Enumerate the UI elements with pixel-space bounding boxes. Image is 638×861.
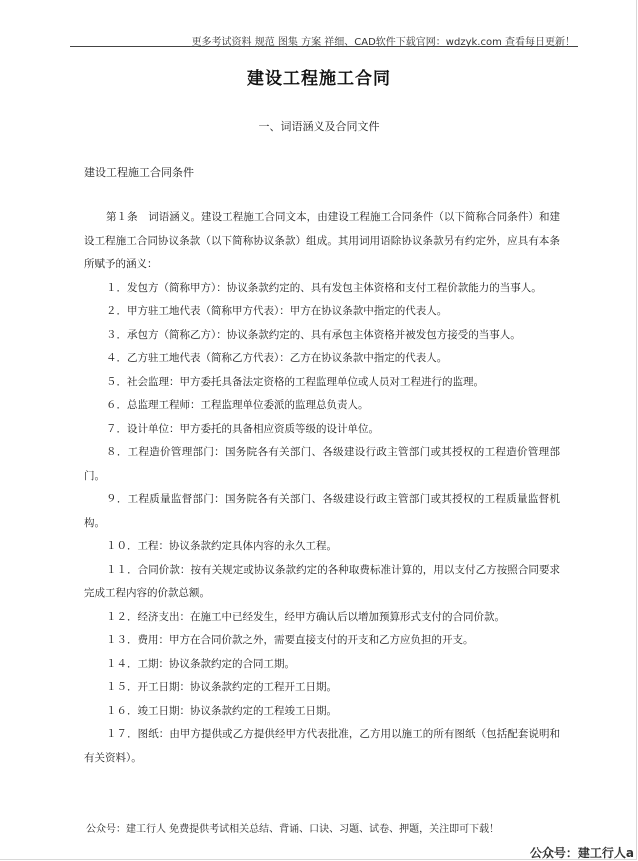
paragraph-item-16: １６．竣工日期：协议条款约定的工程竣工日期。 xyxy=(106,704,337,717)
paragraph-item-6: ６．总监理工程师：工程监理单位委派的监理总负责人。 xyxy=(106,399,369,411)
watermark: 公众号：建工行人a xyxy=(529,846,634,860)
sub-heading: 建设工程施工合同条件 xyxy=(84,166,194,179)
section-heading: 一、词语涵义及合同文件 xyxy=(258,120,380,133)
paragraph-item-17: １７．图纸：由甲方提供或乙方提供经甲方代表批准，乙方用以施工的所有图纸（包括配套说明和有关资料）。 xyxy=(84,728,560,764)
paragraph-item-15: １５．开工日期：协议条款约定的工程开工日期。 xyxy=(106,681,337,693)
paragraph-item-13: １３．费用：甲方在合同价款之外，需要直接支付的开支和乙方应负担的开支。 xyxy=(106,634,474,646)
paragraph-item-5: ５．社会监理：甲方委托具备法定资格的工程监理单位或人员对工程进行的监理。 xyxy=(106,375,484,388)
paragraph-item-9: ９．工程质量监督部门：国务院各有关部门、各级建设行政主管部门或其授权的工程质量监督机构。 xyxy=(84,493,560,529)
paragraph-item-11: １１．合同价款：按有关规定或协议条款约定的各种取费标准计算的，用以支付乙方按照合同要求完成工程内容的价款总额。 xyxy=(84,563,560,599)
paragraph-article-1: 第１条 词语涵义。建设工程施工合同文本，由建设工程施工合同条件（以下简称合同条件）和建设工程施工合同协议条款（以下简称协议条款）组成。其用词用语除协议条款另有约定外，应具有本条所赋予的涵义： xyxy=(84,211,560,270)
paragraph-item-14: １４．工期：协议条款约定的合同工期。 xyxy=(106,657,295,670)
paragraph-item-7: ７．设计单位：甲方委托的具备相应资质等级的设计单位。 xyxy=(106,422,379,435)
paragraph-item-3: ３．承包方（简称乙方）：协议条款约定的、具有承包主体资格并被发包方接受的当事人。 xyxy=(106,328,521,341)
page-footer: 公众号：建工行人 免费提供考试相关总结、背诵、口诀、习题、试卷、押题，关注即可下载！ xyxy=(86,824,500,835)
header-divider xyxy=(70,46,578,47)
paragraph-item-8: ８．工程造价管理部门：国务院各有关部门、各级建设行政主管部门或其授权的工程造价管理部门。 xyxy=(84,446,560,482)
paragraph-item-12: １２．经济支出：在施工中已经发生，经甲方确认后以增加预算形式支付的合同价款。 xyxy=(106,610,505,623)
paragraph-item-1: １．发包方（简称甲方）：协议条款约定的、具有发包主体资格和支付工程价款能力的当事人。 xyxy=(106,281,542,294)
document-title: 建设工程施工合同 xyxy=(247,69,391,89)
paragraph-item-4: ４．乙方驻工地代表（简称乙方代表）：乙方在协议条款中指定的代表人。 xyxy=(106,352,448,364)
page-header: 更多考试资料 规范 图集 方案 祥细、CAD软件下载官网：wdzyk.com 查看每日更新！ xyxy=(191,37,575,48)
contract-body xyxy=(84,206,560,770)
paragraph-item-2: ２．甲方驻工地代表（简称甲方代表）：甲方在协议条款中指定的代表人。 xyxy=(106,305,448,317)
paragraph-item-10: １０．工程：协议条款约定具体内容的永久工程。 xyxy=(106,540,337,552)
